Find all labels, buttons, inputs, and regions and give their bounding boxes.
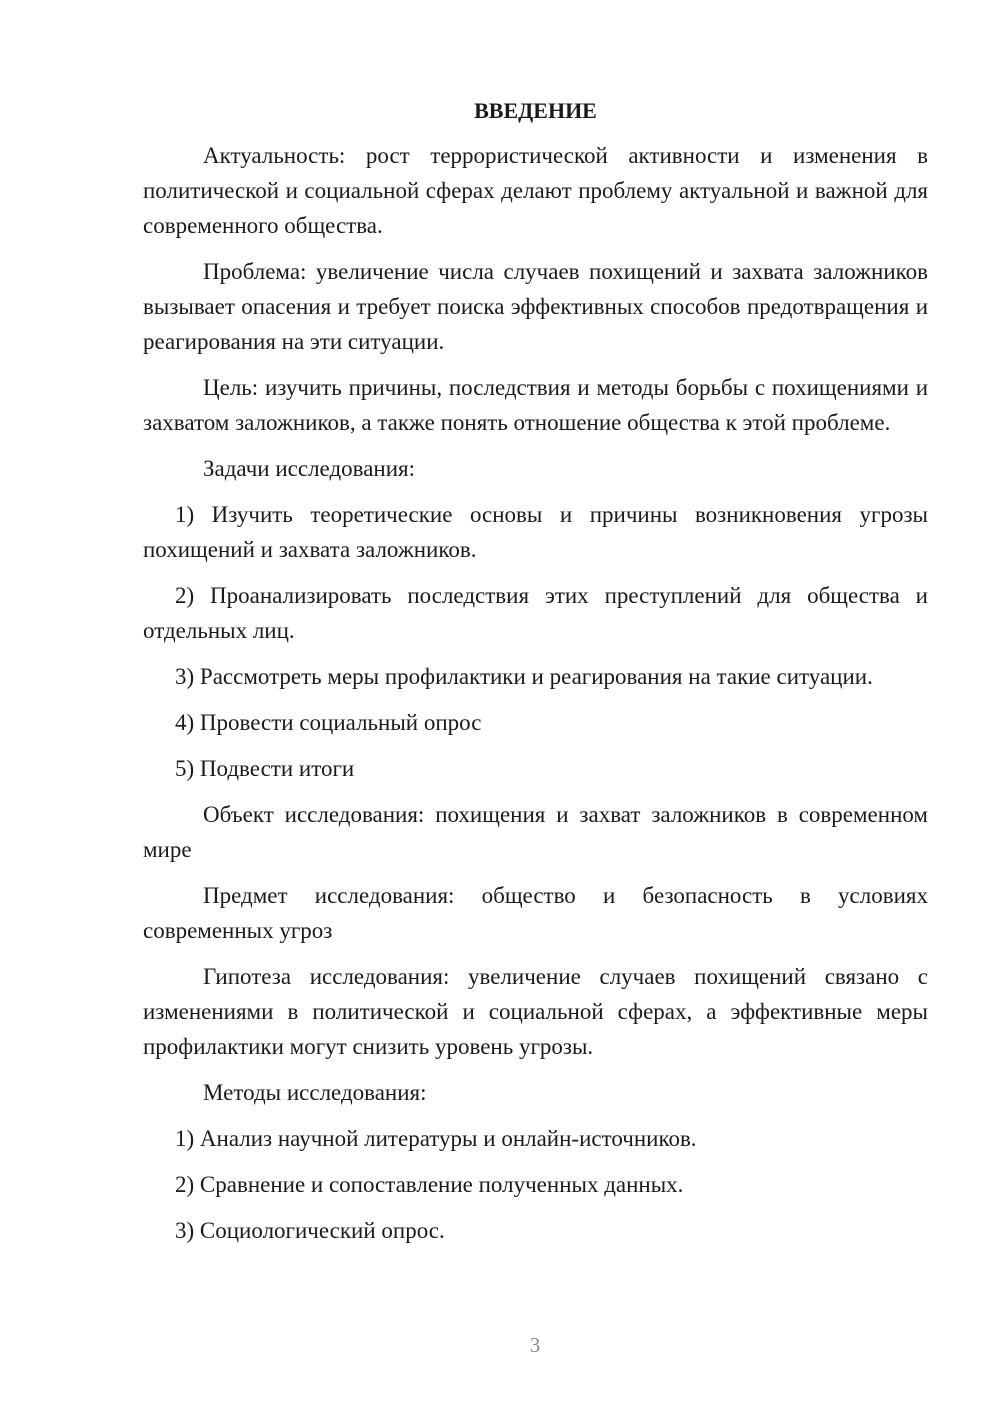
methods-label: Методы исследования: xyxy=(203,1080,427,1105)
task-item-5: 5) Подвести итоги xyxy=(175,756,355,781)
goal-paragraph: Цель: изучить причины, последствия и методы борьбы с похищениями и захватом заложников, а также понять отношение общества к этой проблеме. xyxy=(143,375,928,435)
method-item-3: 3) Социологический опрос. xyxy=(175,1218,445,1243)
method-item-1: 1) Анализ научной литературы и онлайн-источников. xyxy=(175,1126,697,1151)
tasks-label: Задачи исследования: xyxy=(203,456,416,481)
page-number: 3 xyxy=(529,1333,541,1357)
subject-paragraph: Предмет исследования: общество и безопасность в условиях современных угроз xyxy=(143,883,928,943)
page-heading: ВВЕДЕНИЕ xyxy=(474,98,597,123)
method-item-2: 2) Сравнение и сопоставление полученных данных. xyxy=(175,1172,684,1197)
object-paragraph: Объект исследования: похищения и захват заложников в современном мире xyxy=(143,802,928,862)
task-item-2: 2) Проанализировать последствия этих преступлений для общества и отдельных лиц. xyxy=(143,583,928,643)
page-content xyxy=(143,96,928,1259)
task-item-1: 1) Изучить теоретические основы и причины возникновения угрозы похищений и захвата заложников. xyxy=(143,502,928,562)
problem-paragraph: Проблема: увеличение числа случаев похищений и захвата заложников вызывает опасения и требует поиска эффективных способов предотвращения и реагирования на эти ситуации. xyxy=(143,259,928,354)
hypothesis-paragraph: Гипотеза исследования: увеличение случаев похищений связано с изменениями в политической и социальной сферах, а эффективные меры профилактики могут снизить уровень угрозы. xyxy=(143,964,928,1059)
task-item-4: 4) Провести социальный опрос xyxy=(175,710,482,735)
task-item-3: 3) Рассмотреть меры профилактики и реагирования на такие ситуации. xyxy=(175,664,873,689)
relevance-paragraph: Актуальность: рост террористической активности и изменения в политической и социальной сферах делают проблему актуальной и важной для современного общества. xyxy=(143,143,928,238)
